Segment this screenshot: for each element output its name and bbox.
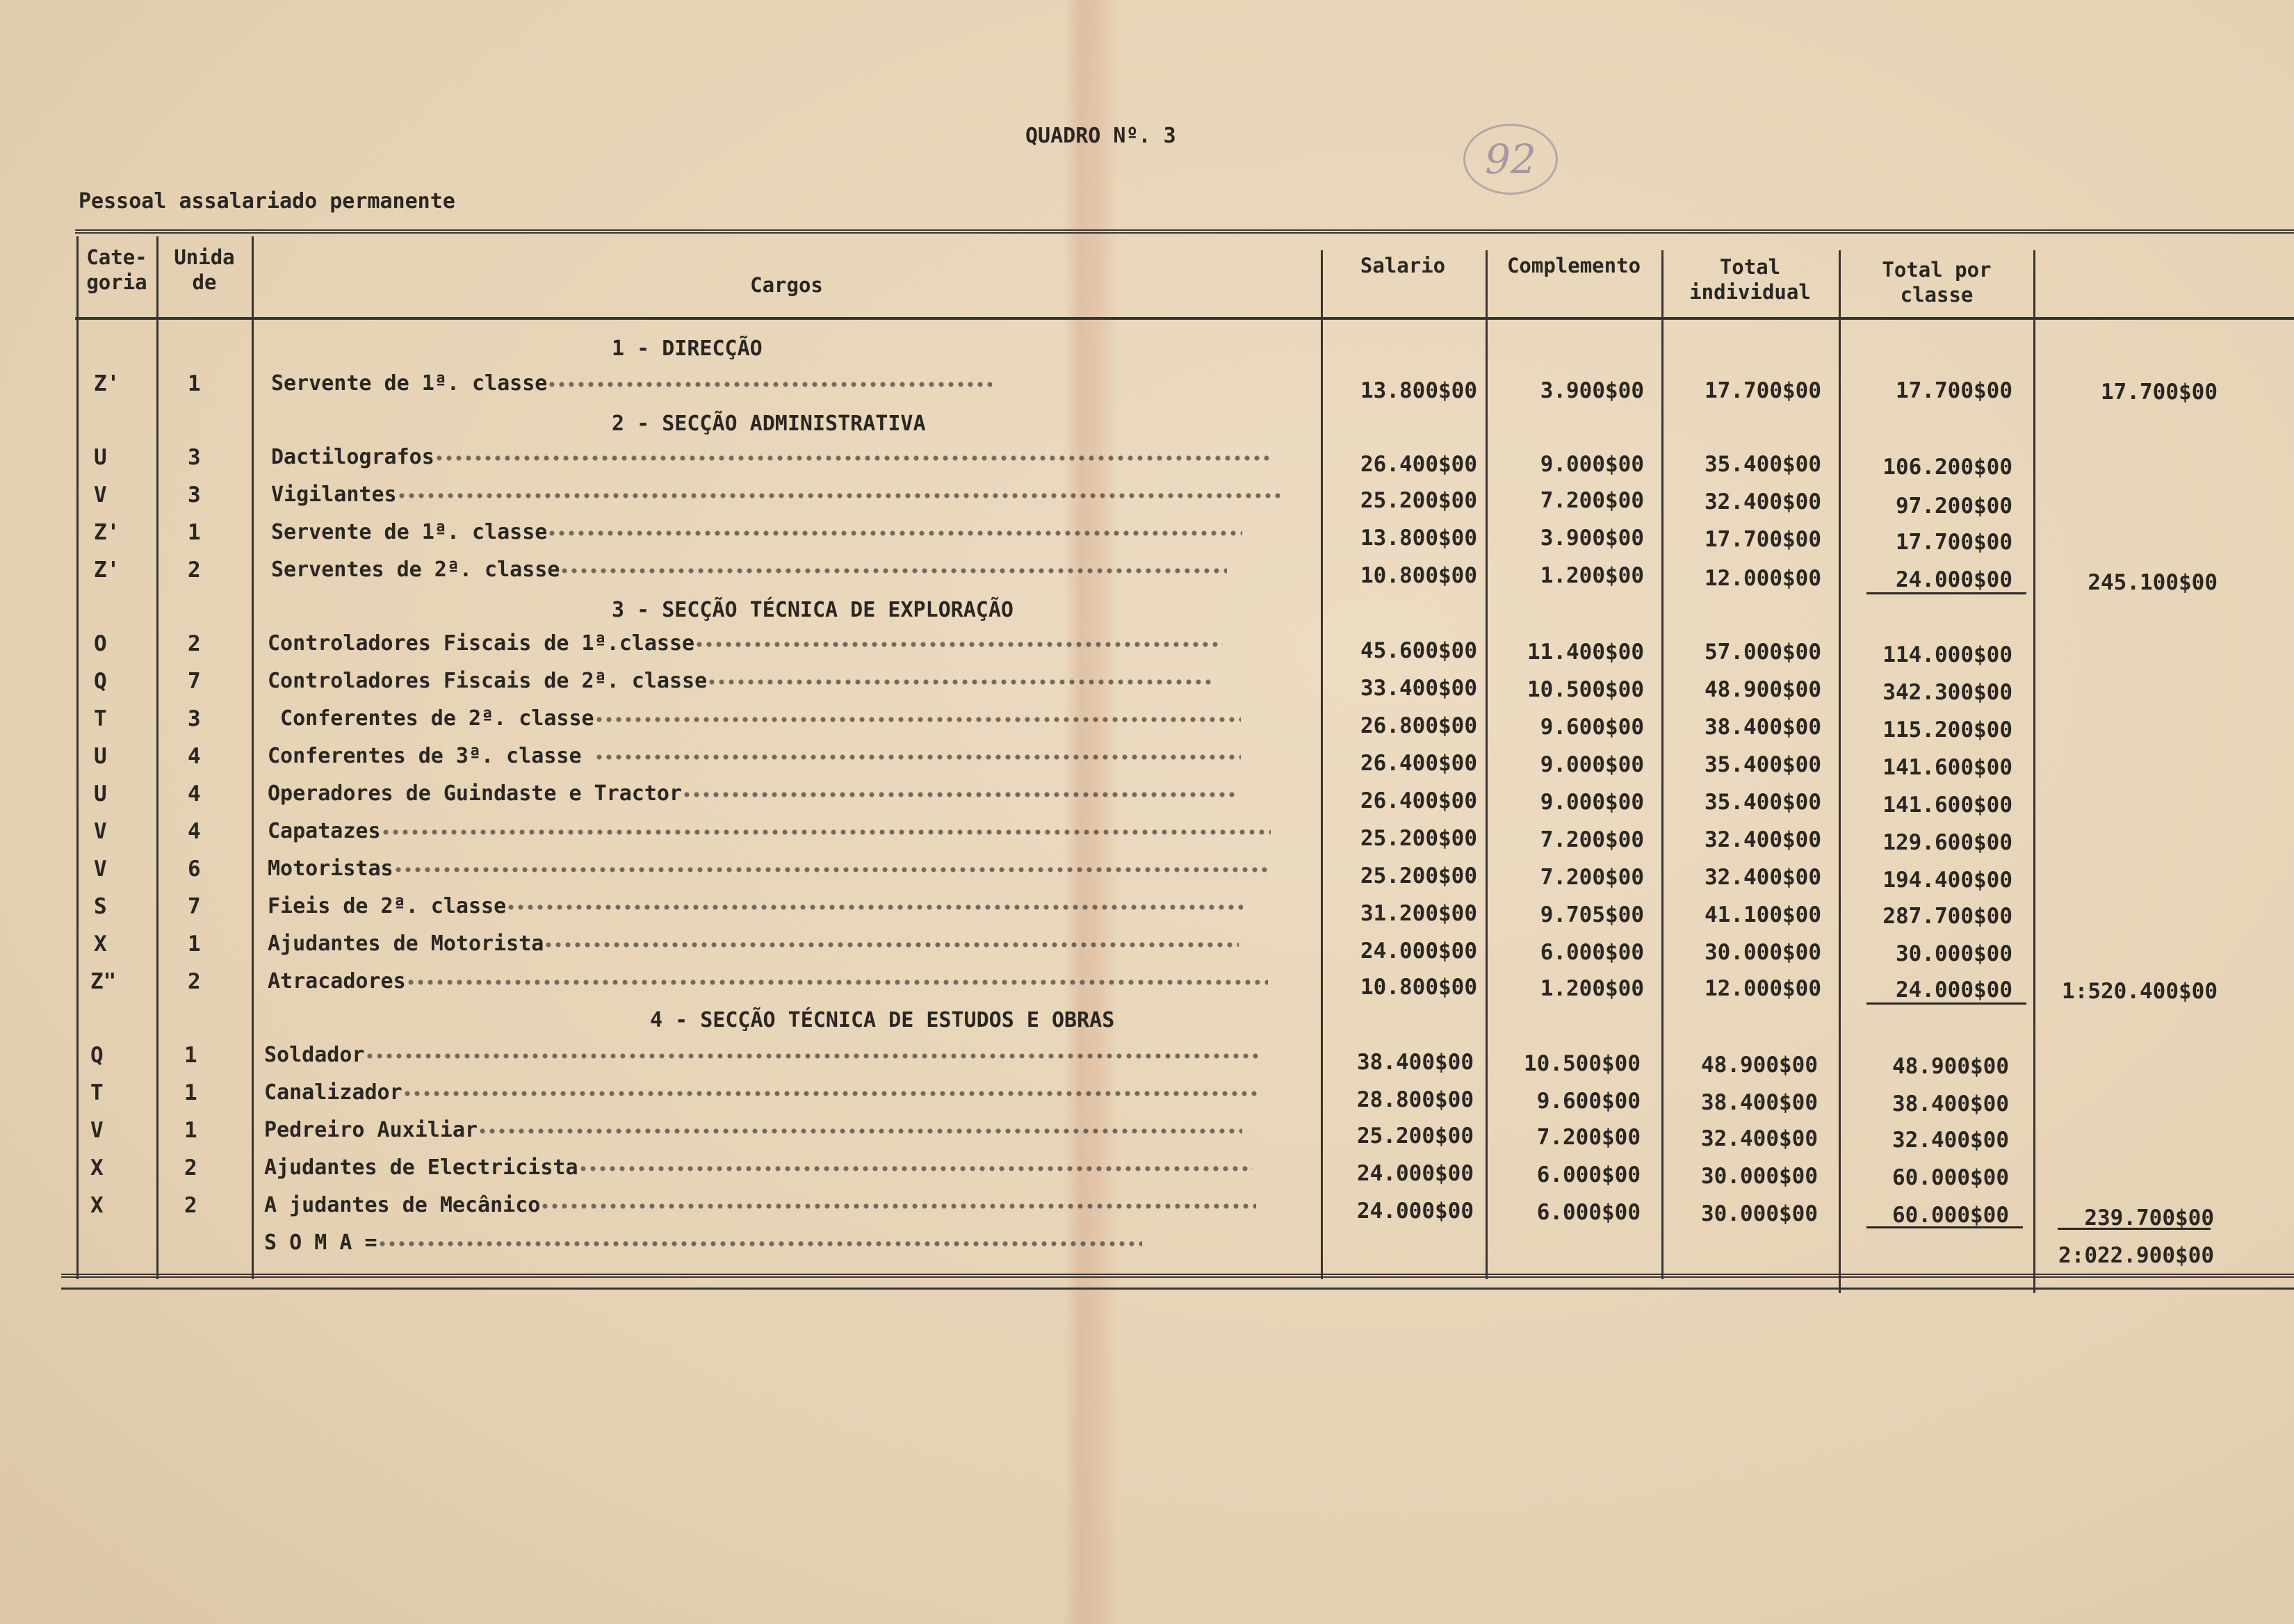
categoria-cell: Z' xyxy=(94,371,120,396)
cargo-cell: Dactilografos xyxy=(271,445,1286,469)
unidade-cell: 1 xyxy=(184,1043,197,1068)
col-line-5 xyxy=(1661,250,1663,1279)
unidade-cell: 3 xyxy=(188,706,201,731)
header-complemento: Complemento xyxy=(1506,254,1641,277)
cargo-cell: Operadores de Guindaste e Tractor xyxy=(268,781,1283,806)
categoria-cell: Z' xyxy=(94,520,120,545)
categoria-cell: Z" xyxy=(90,969,117,994)
salario-cell: 26.400$00 xyxy=(1360,452,1477,477)
unidade-cell: 1 xyxy=(188,932,201,957)
categoria-cell: X xyxy=(94,932,107,957)
page-number-stamp: 92 xyxy=(1463,124,1558,195)
complemento-cell: 9.000$00 xyxy=(1540,452,1644,477)
complemento-cell: 3.900$00 xyxy=(1540,378,1644,403)
categoria-cell: V xyxy=(94,819,107,844)
salario-cell: 38.400$00 xyxy=(1357,1050,1474,1075)
cargo-cell: Capatazes xyxy=(268,819,1283,843)
unidade-cell: 2 xyxy=(188,969,201,994)
unidade-cell: 1 xyxy=(188,520,201,545)
total-classe-cell: 38.400$00 xyxy=(1892,1091,2009,1116)
complemento-cell: 1.200$00 xyxy=(1540,563,1644,588)
total-individual-cell: 35.400$00 xyxy=(1705,752,1821,777)
salario-cell: 13.800$00 xyxy=(1360,378,1477,403)
salario-cell: 25.200$00 xyxy=(1360,488,1477,513)
categoria-cell: V xyxy=(94,856,107,882)
total-individual-cell: 57.000$00 xyxy=(1705,640,1821,665)
salario-cell: 33.400$00 xyxy=(1360,676,1477,701)
unidade-cell: 2 xyxy=(188,558,201,583)
total-individual-cell: 32.400$00 xyxy=(1705,489,1821,514)
total-individual-cell: 48.900$00 xyxy=(1701,1053,1818,1078)
table-top-rule xyxy=(75,229,2294,234)
section-heading: 3 - SECÇÃO TÉCNICA DE EXPLORAÇÃO xyxy=(612,598,1014,622)
salario-cell: 31.200$00 xyxy=(1360,901,1477,926)
total-individual-cell: 30.000$00 xyxy=(1701,1164,1818,1189)
complemento-cell: 9.705$00 xyxy=(1540,902,1644,927)
total-individual-cell: 17.700$00 xyxy=(1705,527,1821,552)
total-classe-cell: 114.000$00 xyxy=(1882,642,2012,667)
categoria-cell: U xyxy=(94,744,107,769)
total-individual-cell: 38.400$00 xyxy=(1705,715,1821,740)
complemento-cell: 6.000$00 xyxy=(1536,1200,1641,1225)
unidade-cell: 6 xyxy=(188,856,201,882)
total-individual-cell: 12.000$00 xyxy=(1705,566,1821,591)
unidade-cell: 1 xyxy=(188,371,201,396)
total-individual-cell: 30.000$00 xyxy=(1701,1201,1818,1226)
header-salario: Salario xyxy=(1360,254,1446,277)
total-individual-cell: 48.900$00 xyxy=(1705,677,1821,702)
categoria-cell: Q xyxy=(94,669,107,694)
soma-label: S O M A = xyxy=(264,1231,1293,1255)
section-total-cell: 17.700$00 xyxy=(2101,380,2218,405)
total-classe-cell: 194.400$00 xyxy=(1882,868,2012,893)
complemento-cell: 10.500$00 xyxy=(1527,677,1644,702)
salario-cell: 24.000$00 xyxy=(1360,939,1477,964)
unidade-cell: 4 xyxy=(188,819,201,844)
unidade-cell: 2 xyxy=(188,631,201,656)
unidade-cell: 3 xyxy=(188,445,201,470)
cargo-cell: Canalizador xyxy=(264,1080,1286,1105)
total-classe-cell: 287.700$00 xyxy=(1882,904,2012,929)
complemento-cell: 7.200$00 xyxy=(1540,488,1644,513)
document-subtitle: Pessoal assalariado permanente xyxy=(79,189,455,213)
total-individual-cell: 17.700$00 xyxy=(1705,378,1821,403)
cargo-cell: Motoristas xyxy=(268,856,1283,881)
cargo-cell: Conferentes de 3ª. classe xyxy=(268,744,1283,768)
total-individual-cell: 30.000$00 xyxy=(1705,940,1821,965)
complemento-cell: 9.600$00 xyxy=(1540,715,1644,740)
salario-cell: 26.400$00 xyxy=(1360,788,1477,813)
col-line-0 xyxy=(76,236,79,1279)
unidade-cell: 2 xyxy=(184,1193,197,1218)
total-individual-cell: 32.400$00 xyxy=(1701,1126,1818,1151)
unidade-cell: 1 xyxy=(184,1080,197,1105)
col-line-1 xyxy=(156,236,158,1279)
header-bottom-rule xyxy=(75,317,2294,320)
salario-cell: 28.800$00 xyxy=(1357,1087,1474,1112)
total-individual-cell: 35.400$00 xyxy=(1705,790,1821,815)
salario-cell: 24.000$00 xyxy=(1357,1199,1474,1224)
categoria-cell: T xyxy=(94,706,107,731)
cargo-cell: Controladores Fiscais de 1ª.classe xyxy=(268,631,1283,656)
categoria-cell: O xyxy=(94,631,107,656)
total-individual-cell: 35.400$00 xyxy=(1705,452,1821,477)
salario-cell: 26.400$00 xyxy=(1360,751,1477,776)
categoria-cell: X xyxy=(90,1155,104,1180)
total-classe-cell: 24.000$00 xyxy=(1896,567,2012,592)
header-categoria: Cate- goria xyxy=(86,245,147,294)
header-total-individual: Total individual xyxy=(1689,255,1811,304)
col-line-7 xyxy=(2033,250,2035,1293)
unidade-cell: 2 xyxy=(184,1155,197,1180)
cargo-cell: Fieis de 2ª. classe xyxy=(268,894,1283,918)
total-individual-cell: 38.400$00 xyxy=(1701,1090,1818,1115)
categoria-cell: Z' xyxy=(94,558,120,583)
salario-cell: 13.800$00 xyxy=(1360,526,1477,551)
categoria-cell: V xyxy=(94,482,107,508)
categoria-cell: T xyxy=(90,1080,104,1105)
col-line-3 xyxy=(1321,250,1323,1279)
salario-cell: 26.800$00 xyxy=(1360,713,1477,738)
cargo-cell: Servente de 1ª. classe xyxy=(271,520,1286,544)
complemento-cell: 6.000$00 xyxy=(1540,940,1644,965)
cargo-cell: Atracadores xyxy=(268,969,1283,993)
total-classe-cell: 106.200$00 xyxy=(1882,455,2012,480)
salario-cell: 10.800$00 xyxy=(1360,563,1477,588)
complemento-cell: 1.200$00 xyxy=(1540,976,1644,1001)
cargo-cell: Pedreiro Auxiliar xyxy=(264,1118,1286,1142)
unidade-cell: 7 xyxy=(188,669,201,694)
categoria-cell: Q xyxy=(90,1043,104,1068)
total-classe-cell: 129.600$00 xyxy=(1882,830,2012,855)
salario-cell: 25.200$00 xyxy=(1360,863,1477,888)
salario-cell: 45.600$00 xyxy=(1360,638,1477,663)
section-heading: 4 - SECÇÃO TÉCNICA DE ESTUDOS E OBRAS xyxy=(650,1008,1115,1032)
complemento-cell: 10.500$00 xyxy=(1524,1051,1641,1076)
section-total-cell: 245.100$00 xyxy=(2088,570,2218,595)
salario-cell: 24.000$00 xyxy=(1357,1161,1474,1186)
section-total-underline xyxy=(2058,1228,2211,1230)
total-classe-cell: 32.400$00 xyxy=(1892,1128,2009,1153)
total-classe-cell: 17.700$00 xyxy=(1896,378,2012,403)
unidade-cell: 4 xyxy=(188,744,201,769)
complemento-cell: 3.900$00 xyxy=(1540,526,1644,551)
total-classe-cell: 97.200$00 xyxy=(1896,494,2012,519)
subtotal-underline xyxy=(1866,1002,2026,1005)
section-total-cell: 239.700$00 xyxy=(2084,1205,2214,1231)
total-classe-cell: 60.000$00 xyxy=(1892,1165,2009,1190)
cargo-cell: A judantes de Mecânico xyxy=(264,1193,1293,1217)
cargo-cell: Ajudantes de Electricista xyxy=(264,1155,1293,1180)
cargo-cell: Servente de 1ª. classe xyxy=(271,371,1286,396)
unidade-cell: 4 xyxy=(188,781,201,806)
total-individual-cell: 32.400$00 xyxy=(1705,865,1821,890)
complemento-cell: 9.000$00 xyxy=(1540,790,1644,815)
salario-cell: 25.200$00 xyxy=(1357,1123,1474,1148)
table-bottom-rule-2 xyxy=(61,1288,2294,1290)
section-heading: 2 - SECÇÃO ADMINISTRATIVA xyxy=(612,412,926,436)
complemento-cell: 9.600$00 xyxy=(1536,1089,1641,1114)
header-unidade: Unida de xyxy=(174,245,235,294)
unidade-cell: 7 xyxy=(188,894,201,919)
total-classe-cell: 141.600$00 xyxy=(1882,793,2012,818)
cargo-cell: Vigilantes xyxy=(271,482,1286,507)
categoria-cell: U xyxy=(94,781,107,806)
cargo-cell: Controladores Fiscais de 2ª. classe xyxy=(268,669,1283,693)
total-classe-cell: 30.000$00 xyxy=(1896,941,2012,966)
complemento-cell: 7.200$00 xyxy=(1536,1125,1641,1150)
total-classe-cell: 17.700$00 xyxy=(1896,530,2012,555)
complemento-cell: 6.000$00 xyxy=(1536,1162,1641,1187)
col-line-2 xyxy=(252,236,254,1279)
total-individual-cell: 32.400$00 xyxy=(1705,827,1821,852)
unidade-cell: 1 xyxy=(184,1118,197,1143)
subtotal-underline xyxy=(1866,1226,2023,1228)
categoria-cell: U xyxy=(94,445,107,470)
header-cargos: Cargos xyxy=(750,273,823,297)
table-bottom-rule xyxy=(61,1274,2294,1278)
complemento-cell: 11.400$00 xyxy=(1527,640,1644,665)
cargo-cell: Soldador xyxy=(264,1043,1286,1067)
complemento-cell: 7.200$00 xyxy=(1540,827,1644,852)
complemento-cell: 9.000$00 xyxy=(1540,752,1644,777)
categoria-cell: V xyxy=(90,1118,104,1143)
cargo-cell: Ajudantes de Motorista xyxy=(268,932,1283,956)
grand-total-cell: 2:022.900$00 xyxy=(2058,1243,2214,1268)
cargo-cell: Conferentes de 2ª. classe xyxy=(268,706,1283,731)
header-total-classe: Total por classe xyxy=(1882,258,1992,307)
total-classe-cell: 141.600$00 xyxy=(1882,755,2012,780)
document-title: QUADRO Nº. 3 xyxy=(1025,124,1176,148)
total-classe-cell: 60.000$00 xyxy=(1892,1203,2009,1228)
salario-cell: 25.200$00 xyxy=(1360,826,1477,851)
unidade-cell: 3 xyxy=(188,482,201,508)
total-classe-cell: 115.200$00 xyxy=(1882,717,2012,742)
section-heading: 1 - DIRECÇÃO xyxy=(612,336,763,361)
subtotal-underline xyxy=(1866,592,2026,594)
cargo-cell: Serventes de 2ª. classe xyxy=(271,558,1286,582)
total-classe-cell: 342.300$00 xyxy=(1882,680,2012,705)
section-total-cell: 1:520.400$00 xyxy=(2062,979,2218,1004)
total-individual-cell: 41.100$00 xyxy=(1705,902,1821,927)
salario-cell: 10.800$00 xyxy=(1360,975,1477,1000)
categoria-cell: S xyxy=(94,894,107,919)
total-classe-cell: 24.000$00 xyxy=(1896,977,2012,1002)
categoria-cell: X xyxy=(90,1193,104,1218)
total-classe-cell: 48.900$00 xyxy=(1892,1054,2009,1079)
total-individual-cell: 12.000$00 xyxy=(1705,976,1821,1001)
complemento-cell: 7.200$00 xyxy=(1540,865,1644,890)
